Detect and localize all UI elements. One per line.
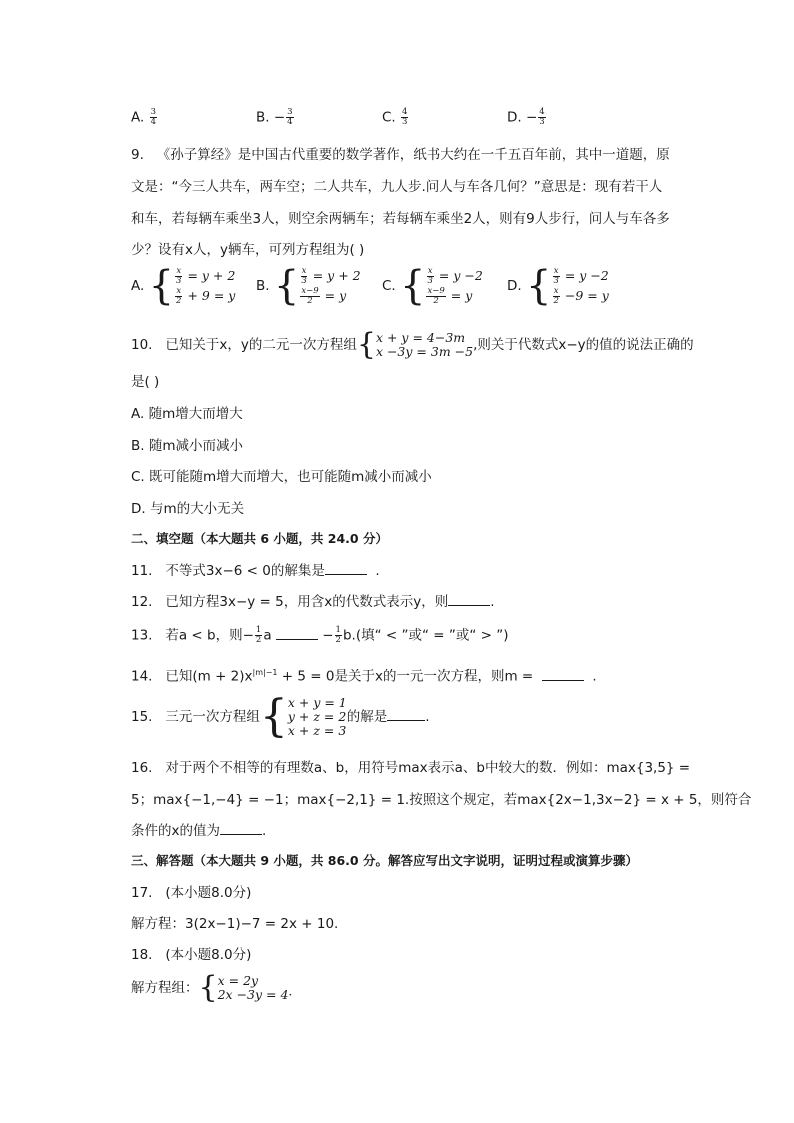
q9-line4: 少？设有x人，y辆车，可列方程组为( ) [131, 242, 365, 258]
q10-line1: 10. 已知关于x，y的二元一次方程组 { x + y = 4−3m x −3y = 3m −5 ,则关于代数式x−y的值的说法正确的 [131, 327, 694, 362]
fraction: $\frac{4}{3}$ [402, 107, 408, 127]
q9-option-c[interactable]: C. { $\frac{x}{3}$ = y −2 $\frac{x-9}{2}$ = y [382, 263, 483, 309]
q9-option-b[interactable]: B. { $\frac{x}{3}$ = y + 2 $\frac{x-9}{2}$ = y [256, 263, 361, 309]
fraction: $\frac{4}{3}$ [539, 107, 545, 127]
q18-text: 解方程组： { x = 2y 2x −3y = 4· [131, 970, 293, 1005]
answer-blank[interactable] [448, 593, 490, 606]
q13: 13. 若a < b，则− $\frac{1}{2}$ a − $\frac{1}{2}$ b.(填“ < ”或“ = ”或“ > ”) [131, 625, 509, 645]
q17-header: 17. (本小题8.0分) [131, 885, 252, 901]
q11: 11. 不等式3x−6 < 0的解集是 . [131, 563, 380, 579]
q10-option-b[interactable]: B. 随m减小而减小 [131, 438, 243, 454]
answer-blank[interactable] [276, 627, 318, 640]
answer-blank[interactable] [387, 708, 425, 721]
q10-option-d[interactable]: D. 与m的大小无关 [131, 501, 245, 517]
section-title-fill-in: 二、填空题（本大题共 6 小题，共 24.0 分） [131, 531, 388, 546]
q9-line1: 9. 《孙子算经》是中国古代重要的数学著作，纸书大约在一千五百年前，其中一道题，原 [131, 147, 670, 163]
q17-text: 解方程：3(2x−1)−7 = 2x + 10. [131, 916, 339, 932]
q16-line2: 5；max{−1,−4} = −1；max{−2,1} = 1.按照这个规定，若max{2x−1,3x−2} = x + 5，则符合 [131, 792, 752, 808]
q9-option-d[interactable]: D. { $\frac{x}{3}$ = y −2 $\frac{x}{2}$ −9 = y [507, 263, 609, 309]
q12: 12. 已知方程3x−y = 5，用含x的代数式表示y，则 . [131, 594, 495, 610]
q18-header: 18. (本小题8.0分) [131, 947, 252, 963]
q9-line3: 和车，若每辆车乘坐3人，则空余两辆车；若每辆车乘坐2人，则有9人步行，问人与车各多 [131, 211, 670, 227]
q10-line2: 是( ) [131, 374, 160, 390]
answer-blank[interactable] [542, 668, 584, 681]
q10-option-a[interactable]: A. 随m增大而增大 [131, 406, 243, 422]
q16-line3: 条件的x的值为 . [131, 823, 267, 839]
answer-blank[interactable] [325, 562, 367, 575]
q9-option-a[interactable]: A. { $\frac{x}{3}$ = y + 2 $\frac{x}{2}$ + 9 = y [131, 263, 236, 309]
q14: 14. 已知$(m + 2)x^{|m|-1} + 5 = 0$是关于x的一元一次方程，则m = . [131, 668, 597, 685]
q15: 15. 三元一次方程组 { x + y = 1 y + z = 2 x + z = 3 的解是 . [131, 691, 430, 742]
q8-option-d[interactable]: D. − $\frac{4}{3}$ [507, 107, 545, 127]
fraction: $\frac{3}{4}$ [287, 107, 293, 127]
section-title-solutions: 三、解答题（本大题共 9 小题，共 86.0 分。解答应写出文字说明，证明过程或演算步骤） [131, 853, 638, 868]
q8-option-a[interactable]: A. $\frac{3}{4}$ [131, 107, 157, 127]
q16-line1: 16. 对于两个不相等的有理数a、b，用符号max表示a、b中较大的数．例如：max{3,5} = [131, 760, 691, 776]
answer-blank[interactable] [220, 822, 262, 835]
q10-option-c[interactable]: C. 既可能随m增大而增大，也可能随m减小而减小 [131, 469, 432, 485]
q8-option-b[interactable]: B. − $\frac{3}{4}$ [256, 107, 293, 127]
fraction: $\frac{3}{4}$ [150, 107, 157, 127]
q8-option-c[interactable]: C. $\frac{4}{3}$ [382, 107, 408, 127]
q9-line2: 文是：“今三人共车，两车空；二人共车，九人步.问人与车各几何？”意思是：现有若干人 [131, 179, 663, 195]
